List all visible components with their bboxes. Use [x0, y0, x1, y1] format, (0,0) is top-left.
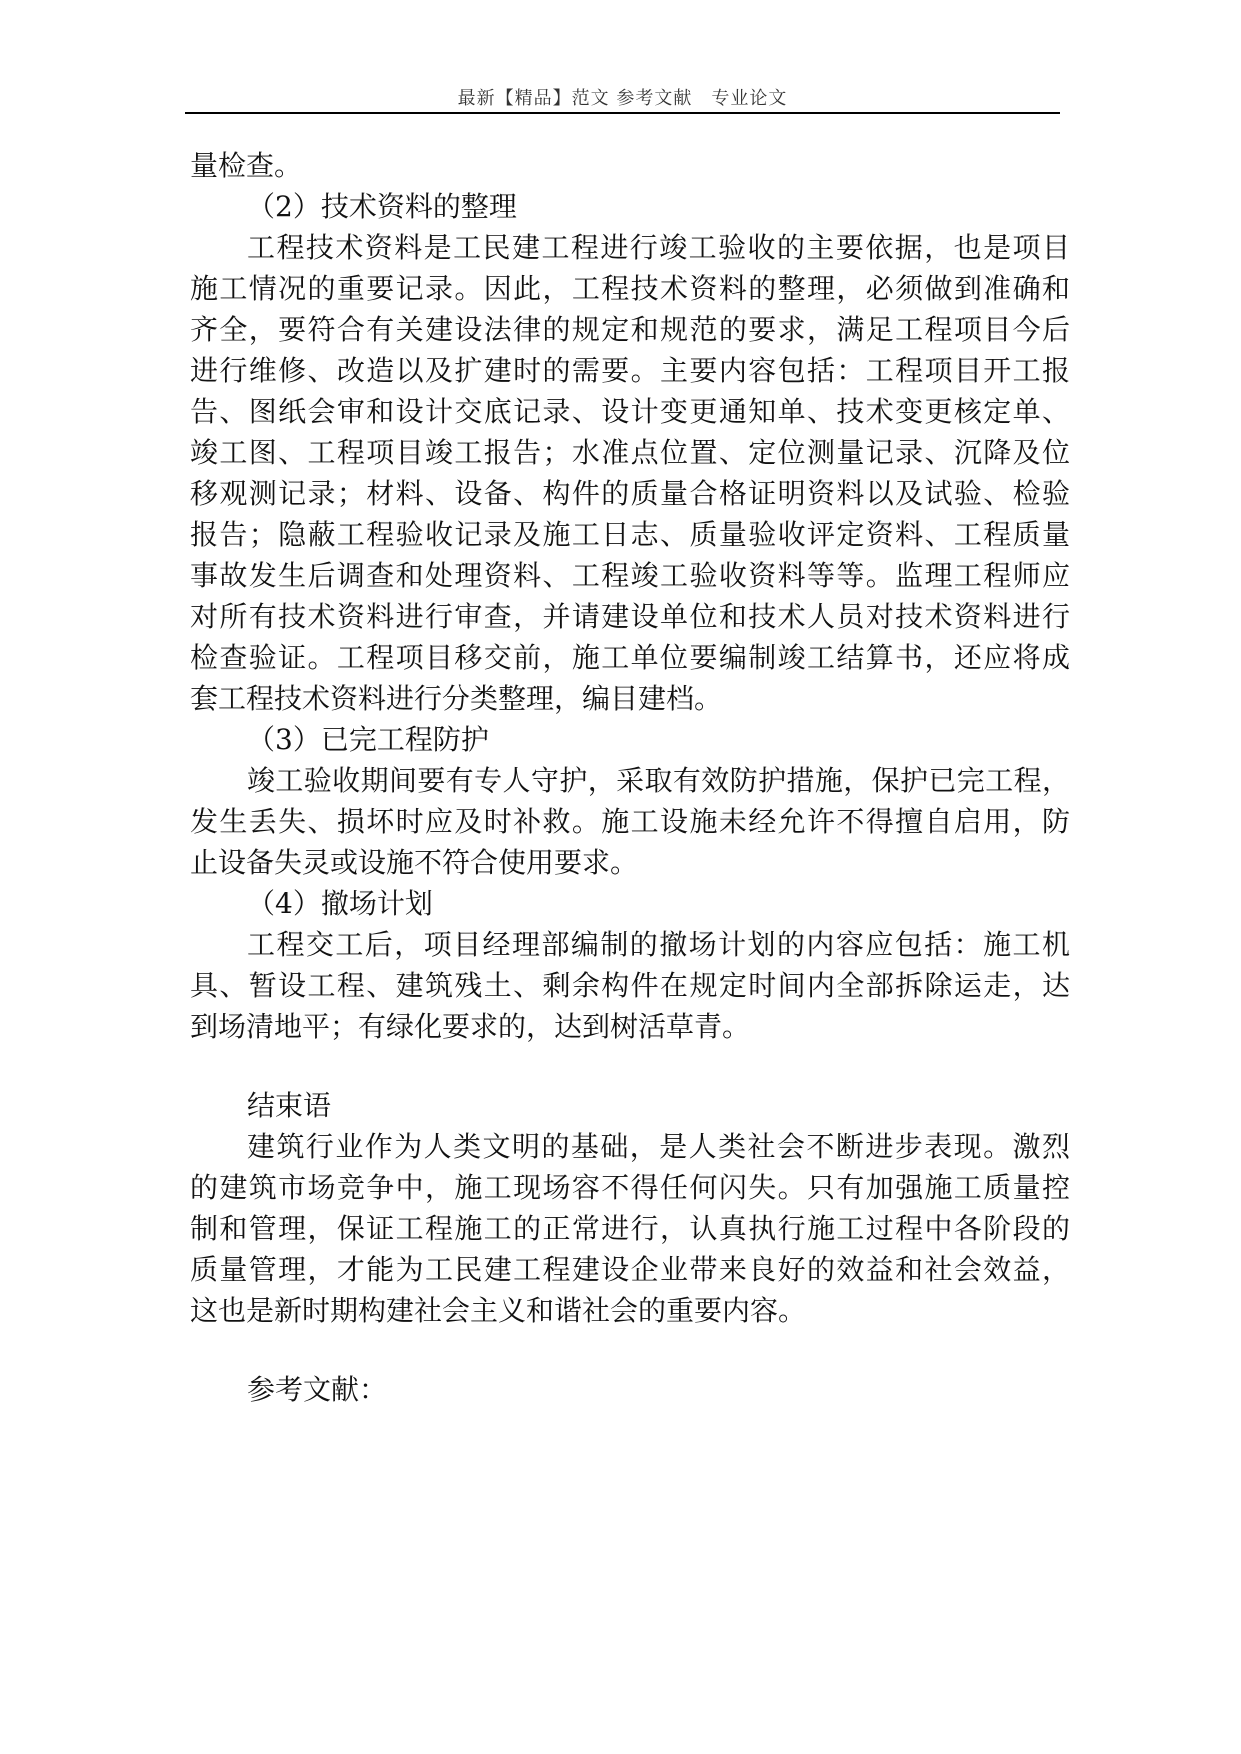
- text-line: 竣工验收期间要有专人守护，采取有效防护措施，保护已完工程，: [247, 764, 1070, 797]
- text-line: 齐全，要符合有关建设法律的规定和规范的要求，满足工程项目今后: [190, 313, 1070, 346]
- text-line: 工程交工后，项目经理部编制的撤场计划的内容应包括：施工机: [247, 928, 1070, 961]
- text-line: 建筑行业作为人类文明的基础，是人类社会不断进步表现。激烈: [247, 1130, 1070, 1163]
- text-line: 发生丢失、损坏时应及时补救。施工设施未经允许不得擅自启用，防: [190, 805, 1070, 838]
- spacer: [190, 1047, 1070, 1085]
- text-line: 具、暂设工程、建筑残土、剩余构件在规定时间内全部拆除运走，达: [190, 969, 1070, 1002]
- text-line: 制和管理，保证工程施工的正常进行，认真执行施工过程中各阶段的: [190, 1212, 1070, 1245]
- text-line: 工程技术资料是工民建工程进行竣工验收的主要依据，也是项目: [247, 231, 1070, 264]
- page-header: 最新【精品】范文 参考文献 专业论文: [457, 88, 788, 109]
- text-line: 到场清地平；有绿化要求的，达到树活草青。: [190, 1010, 751, 1043]
- section-heading-withdrawal-plan: （4）撤场计划: [247, 887, 433, 920]
- text-line: 对所有技术资料进行审查，并请建设单位和技术人员对技术资料进行: [190, 600, 1070, 633]
- text-line: 报告；隐蔽工程验收记录及施工日志、质量验收评定资料、工程质量: [190, 518, 1070, 551]
- header-rule: [185, 112, 1060, 114]
- section-heading-technical-data: （2）技术资料的整理: [247, 190, 517, 223]
- spacer: [190, 1331, 1070, 1369]
- text-line: 移观测记录；材料、设备、构件的质量合格证明资料以及试验、检验: [190, 477, 1070, 510]
- text-line: 施工情况的重要记录。因此，工程技术资料的整理，必须做到准确和: [190, 272, 1070, 305]
- text-line: 的建筑市场竞争中，施工现场容不得任何闪失。只有加强施工质量控: [190, 1171, 1070, 1204]
- text-line: 量检查。: [190, 149, 303, 182]
- text-line: 套工程技术资料进行分类整理，编目建档。: [190, 682, 723, 715]
- section-heading-completed-works-protection: （3）已完工程防护: [247, 723, 489, 756]
- text-line: 事故发生后调查和处理资料、工程竣工验收资料等等。监理工程师应: [190, 559, 1070, 592]
- document-body: [190, 145, 1070, 1410]
- text-line: 告、图纸会审和设计交底记录、设计变更通知单、技术变更核定单、: [190, 395, 1070, 428]
- text-line: 进行维修、改造以及扩建时的需要。主要内容包括：工程项目开工报: [190, 354, 1070, 387]
- text-line: 竣工图、工程项目竣工报告；水准点位置、定位测量记录、沉降及位: [190, 436, 1070, 469]
- section-heading-conclusion: 结束语: [247, 1089, 332, 1122]
- text-line: 这也是新时期构建社会主义和谐社会的重要内容。: [190, 1294, 807, 1327]
- section-heading-references: 参考文献：: [247, 1373, 388, 1406]
- text-line: 检查验证。工程项目移交前，施工单位要编制竣工结算书，还应将成: [190, 641, 1070, 674]
- text-line: 质量管理，才能为工民建工程建设企业带来良好的效益和社会效益，: [190, 1253, 1070, 1286]
- text-line: 止设备失灵或设施不符合使用要求。: [190, 846, 639, 879]
